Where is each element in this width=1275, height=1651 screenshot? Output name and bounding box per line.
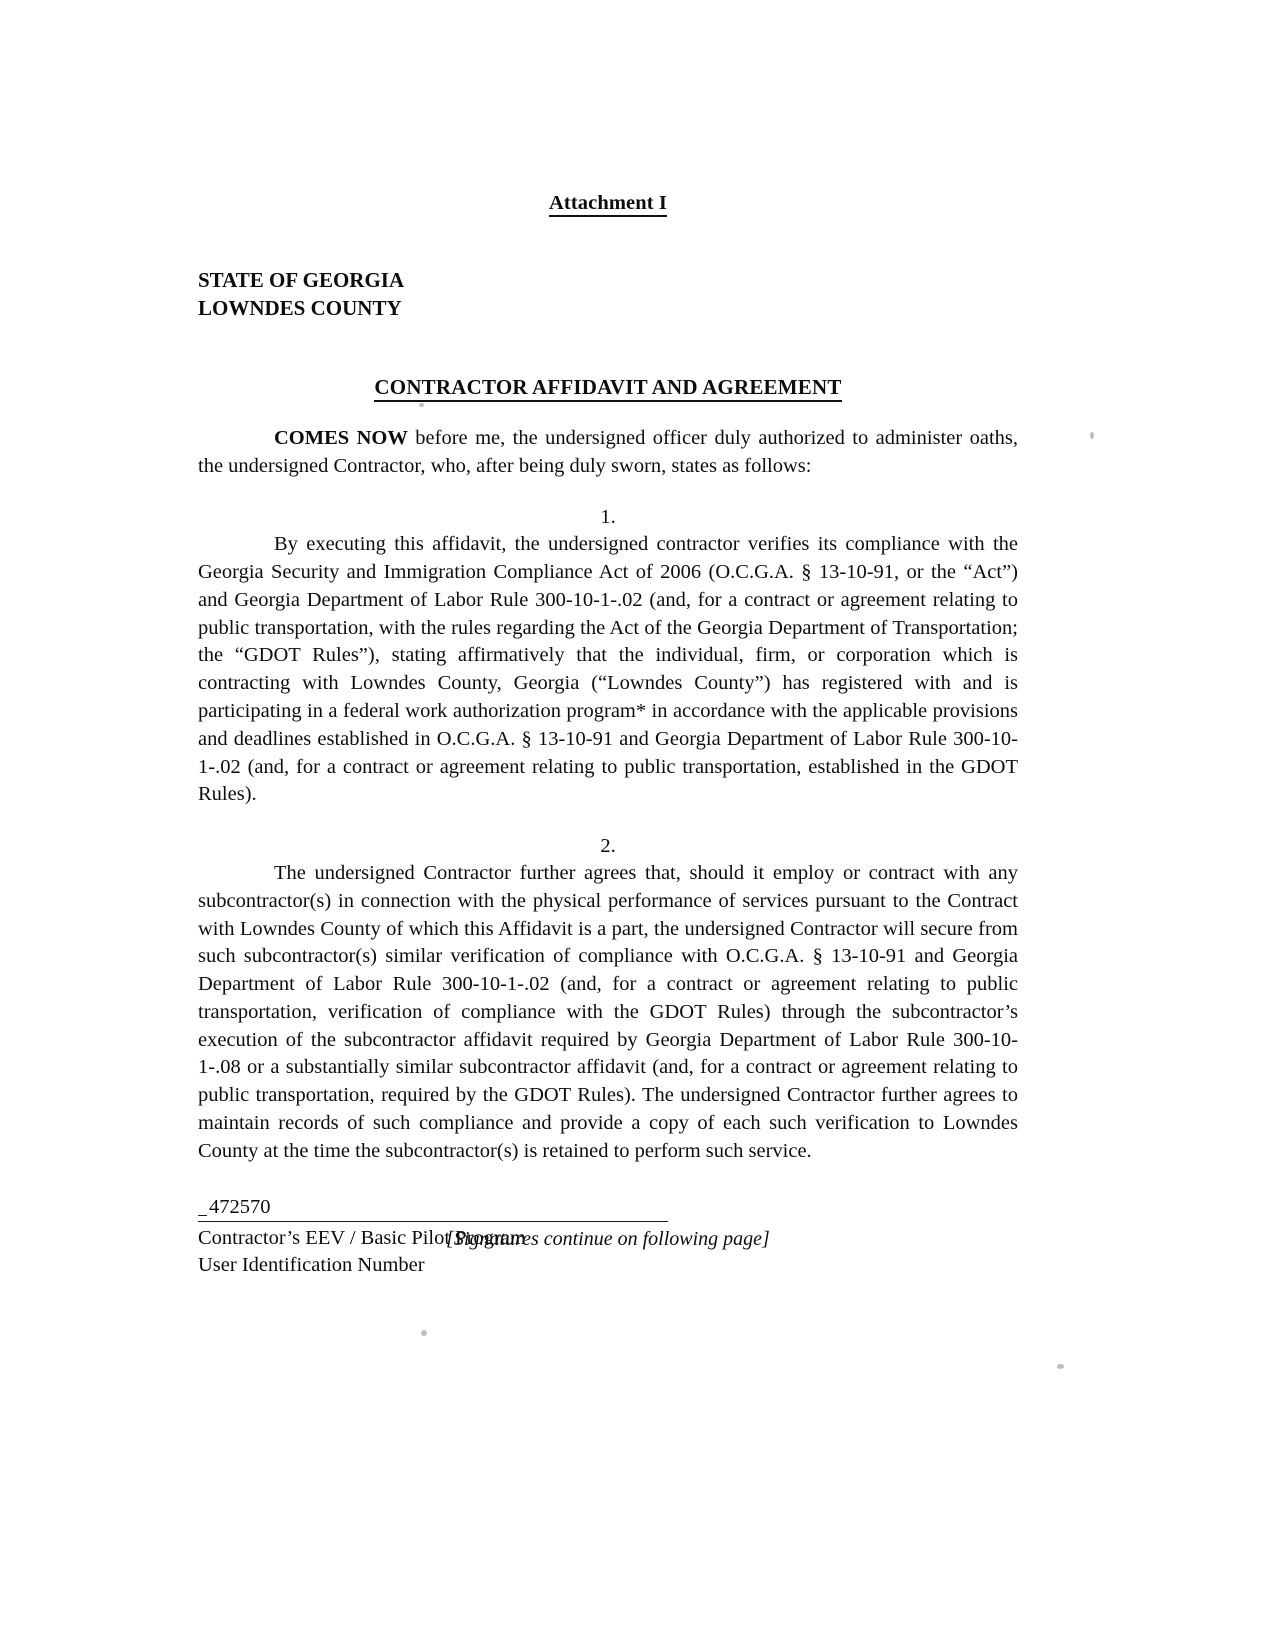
preamble-lead-in: COMES NOW	[274, 426, 408, 449]
document-title	[198, 323, 1018, 400]
eev-signature-block	[198, 1165, 1018, 1278]
scan-speck	[421, 1330, 427, 1336]
jurisdiction-block	[198, 215, 1018, 323]
document-content	[198, 0, 1018, 1279]
section-paragraph-1: By executing this affidavit, the undersigned contractor verifies its compliance with the Georgia Security and Immigration Compliance Act of 2006 (O.C.G.A. § 13-10-91, or the “Act”) and Georgia Department of Labor Rule 300-10-1-.02 (and, for a contract or agreement relating to public transportation, with the rules regarding the Act of the Georgia Department of Transportation; the “GDOT Rules”), stating affirmatively that the individual, firm, or corporation which is contracting with Lowndes County, Georgia (“Lowndes County”) has registered with and is participating in a federal work authorization program* in accordance with the applicable provisions and deadlines established in O.C.G.A. § 13-10-91 and Georgia Department of Labor Rule 300-10-1-.02 (and, for a contract or agreement relating to public transportation, established in the GDOT Rules).	[198, 533, 1018, 806]
preamble-text: before me, the undersigned officer duly authorized to administer oaths, the undersigned Contractor, who, after being duly sworn, states as follows:	[198, 426, 1018, 477]
eev-number-field[interactable]	[198, 1195, 668, 1222]
state-line: STATE OF GEORGIA	[198, 268, 405, 292]
section-number-1: 1.	[600, 506, 616, 529]
county-line: LOWNDES COUNTY	[198, 295, 402, 320]
eev-caption-line-2: User Identification Number	[198, 1253, 425, 1276]
section-paragraph-2: The undersigned Contractor further agrees that, should it employ or contract with any subcontractor(s) in connection with the physical performance of services pursuant to the Contract with Lowndes County of which this Affidavit is a part, the undersigned Contractor will secure from such subcontractor(s) similar verification of compliance with O.C.G.A. § 13-10-91 and Georgia Department of Labor Rule 300-10-1-.02 (and, for a contract or agreement relating to public transportation, verification of compliance with the GDOT Rules) through the subcontractor’s execution of the subcontractor affidavit required by Georgia Department of Labor Rule 300-10-1-.08 or a substantially similar subcontractor affidavit (and, for a contract or agreement relating to public transportation, required by the GDOT Rules). The undersigned Contractor further agrees to maintain records of such compliance and provide a copy of each such verification to Lowndes County at the time the subcontractor(s) is retained to perform such service.	[198, 862, 1018, 1162]
section-number-2: 2.	[600, 835, 616, 858]
eev-caption-line-1: Contractor’s EEV / Basic Pilot Program	[198, 1227, 526, 1250]
attachment-heading	[198, 0, 1018, 215]
leading-rule	[198, 1215, 207, 1216]
footer-note: [Signatures continue on following page]	[446, 1228, 770, 1250]
document-title-text: CONTRACTOR AFFIDAVIT AND AGREEMENT	[374, 375, 841, 402]
preamble-paragraph	[198, 400, 1018, 481]
scan-speck	[1090, 432, 1094, 439]
scan-speck	[1057, 1364, 1064, 1369]
attachment-heading-text: Attachment I	[549, 192, 667, 217]
eev-number-value: 472570	[209, 1196, 271, 1219]
